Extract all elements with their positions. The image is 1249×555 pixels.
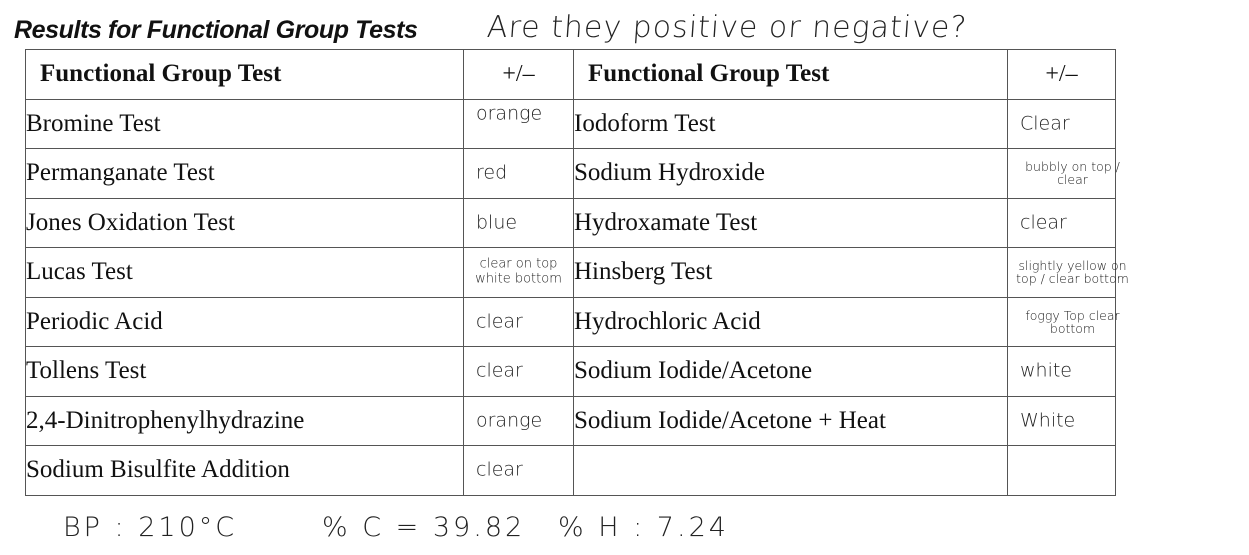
header-result-left: +/– bbox=[464, 50, 574, 100]
handwritten-question: Are they positive or negative? bbox=[485, 10, 969, 45]
table-row bbox=[26, 149, 1116, 199]
table-row bbox=[26, 297, 1116, 347]
test-name: Sodium Iodide/Acetone bbox=[574, 347, 1008, 397]
handwritten-result: red bbox=[476, 161, 508, 184]
table-row bbox=[26, 248, 1116, 298]
test-name: Hinsberg Test bbox=[574, 248, 1008, 298]
test-name: Lucas Test bbox=[26, 248, 464, 298]
handwritten-result: White bbox=[1020, 409, 1076, 432]
test-name: Hydrochloric Acid bbox=[574, 297, 1008, 347]
document-title: Results for Functional Group Tests bbox=[14, 16, 418, 44]
handwritten-result: clear bbox=[476, 310, 523, 333]
handwritten-result: orange bbox=[476, 102, 543, 124]
table-header-row bbox=[26, 50, 1116, 100]
boiling-point-note: BP : 210°C bbox=[63, 512, 238, 543]
percent-hydrogen-note: % H : 7.24 bbox=[558, 512, 729, 543]
test-name: Tollens Test bbox=[26, 347, 464, 397]
header-result-right: +/– bbox=[1008, 50, 1116, 100]
handwritten-result: blue bbox=[476, 211, 518, 234]
handwritten-result: slightly yellow on top / clear bottom bbox=[1016, 258, 1129, 287]
percent-carbon-note: % C = 39.82 bbox=[322, 512, 526, 543]
test-name: Bromine Test bbox=[26, 99, 464, 149]
test-name: Periodic Acid bbox=[26, 297, 464, 347]
test-name: Permanganate Test bbox=[26, 149, 464, 199]
test-name bbox=[574, 446, 1008, 496]
table-row bbox=[26, 99, 1116, 149]
test-name: Sodium Hydroxide bbox=[574, 149, 1008, 199]
handwritten-result: clear bbox=[476, 458, 523, 481]
test-name: Sodium Iodide/Acetone + Heat bbox=[574, 396, 1008, 446]
handwritten-result: orange bbox=[476, 409, 543, 432]
handwritten-result: clear bbox=[1020, 211, 1067, 234]
handwritten-result: clear on top white bottom bbox=[475, 256, 562, 287]
table-row bbox=[26, 396, 1116, 446]
handwritten-result: white bbox=[1020, 359, 1072, 382]
test-name: Iodoform Test bbox=[574, 99, 1008, 149]
test-name: 2,4-Dinitrophenylhydrazine bbox=[26, 396, 464, 446]
table-row bbox=[26, 198, 1116, 248]
handwritten-result: clear bbox=[476, 359, 523, 382]
handwritten-result: Clear bbox=[1020, 112, 1070, 135]
handwritten-result: bubbly on top / clear bbox=[1025, 159, 1120, 188]
test-name: Jones Oxidation Test bbox=[26, 198, 464, 248]
header-test-right: Functional Group Test bbox=[574, 50, 1008, 100]
test-name: Hydroxamate Test bbox=[574, 198, 1008, 248]
table-row bbox=[26, 446, 1116, 496]
handwritten-result: foggy Top clear bottom bbox=[1025, 307, 1120, 336]
test-name: Sodium Bisulfite Addition bbox=[26, 446, 464, 496]
table-row bbox=[26, 347, 1116, 397]
results-table bbox=[25, 49, 1129, 496]
header-test-left: Functional Group Test bbox=[26, 50, 464, 100]
